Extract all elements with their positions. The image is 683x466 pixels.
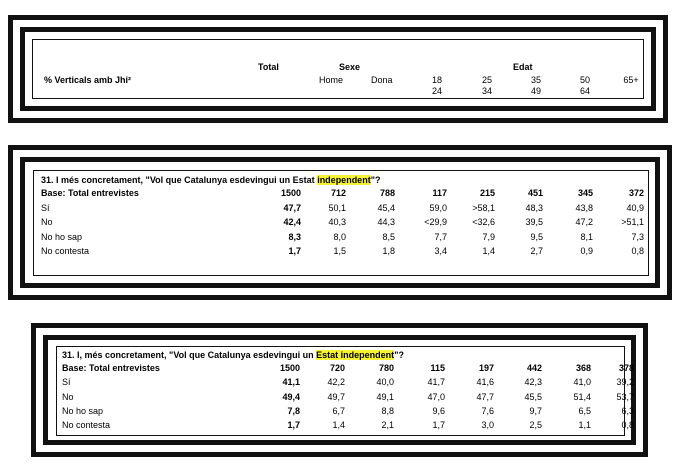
table-cell: 1500 <box>280 188 301 198</box>
table-cell: 720 <box>329 363 345 373</box>
header-frame <box>8 15 668 123</box>
table-row <box>13 232 667 245</box>
table-cell: 53,7 <box>616 391 634 402</box>
table-cell: 442 <box>526 363 542 373</box>
table-cell: 45,4 <box>377 202 395 213</box>
age-col-65: 65+ <box>623 75 639 85</box>
table-cell: 345 <box>577 188 593 198</box>
table-cell: 378 <box>618 363 634 373</box>
total-header: Total <box>258 62 279 72</box>
table-cell: 7,9 <box>482 231 495 242</box>
table-cell: 0,9 <box>580 246 593 256</box>
table-cell: 42,3 <box>524 377 542 388</box>
table-cell: 47,2 <box>575 217 593 227</box>
age-col-18-24-b: 24 <box>431 86 442 96</box>
row-label: No contesta <box>62 420 111 431</box>
table-cell: 50,1 <box>328 202 346 213</box>
sexe-header: Sexe <box>339 62 361 72</box>
age-col-50-64-a: 50 <box>579 75 590 85</box>
table-cell: 3,0 <box>481 420 494 431</box>
edat-header: Edat <box>513 62 533 72</box>
table-cell: 47,7 <box>476 391 494 402</box>
table-row <box>36 377 643 390</box>
table-cell: 59,0 <box>429 202 447 213</box>
table-cell: 1,4 <box>332 420 345 431</box>
table-cell: 7,8 <box>287 405 300 416</box>
table-cell: 39,2 <box>616 377 634 388</box>
table-cell: 49,7 <box>327 391 345 402</box>
question-title-2: 31. I, més concretament, "Vol que Catalunya esdevingui un Estat independent"? <box>62 350 404 360</box>
row-label: No <box>62 391 74 402</box>
table-cell: 1,7 <box>432 420 445 431</box>
table-cell: 8,3 <box>288 231 301 242</box>
row-label: No ho sap <box>62 405 104 416</box>
table-cell: 9,6 <box>432 405 445 416</box>
sex-col-dona: Dona <box>371 75 393 85</box>
table-frame-2 <box>31 323 648 457</box>
table-cell: 41,0 <box>573 377 591 388</box>
table-cell: 51,4 <box>573 391 591 402</box>
table-cell: 43,8 <box>575 202 593 213</box>
table-cell: 1,4 <box>482 246 495 256</box>
table-frame-1 <box>8 145 672 300</box>
table-cell: 44,3 <box>377 217 395 227</box>
table-row <box>36 363 643 376</box>
table-cell: 1500 <box>279 363 300 373</box>
table-cell: 41,1 <box>282 377 300 388</box>
table-cell: 9,7 <box>529 405 542 416</box>
age-col-50-64-b: 64 <box>579 86 590 96</box>
table-cell: 1,8 <box>382 246 395 256</box>
table-cell: 780 <box>378 363 394 373</box>
row-label: Sí <box>62 377 71 388</box>
table-cell: 40,9 <box>626 202 644 213</box>
table-cell: 47,7 <box>283 202 301 213</box>
age-col-25-34-b: 34 <box>481 86 492 96</box>
table-cell: 8,1 <box>580 231 593 242</box>
table-cell: 451 <box>527 188 543 198</box>
table-cell: 40,0 <box>376 377 394 388</box>
table-cell: 2,7 <box>530 246 543 256</box>
table-cell: 6,3 <box>621 405 634 416</box>
table-cell: 1,1 <box>578 420 591 431</box>
table-cell: 197 <box>478 363 494 373</box>
table-cell: 41,6 <box>476 377 494 388</box>
table-cell: 7,7 <box>434 231 447 242</box>
table-cell: 49,1 <box>376 391 394 402</box>
table-cell: 2,1 <box>381 420 394 431</box>
age-col-25-34-a: 25 <box>481 75 492 85</box>
table-row <box>36 406 643 419</box>
age-col-18-24-a: 18 <box>431 75 442 85</box>
table-row <box>13 188 667 201</box>
table-cell: 41,7 <box>427 377 445 388</box>
table-cell: 2,5 <box>529 420 542 431</box>
table-cell: 1,7 <box>287 420 300 431</box>
table-cell: 372 <box>628 188 644 198</box>
question-title-1: 31. I més concretament, "Vol que Catalunya esdevingui un Estat independent"? <box>41 175 381 185</box>
table-cell: 712 <box>330 188 346 198</box>
table-cell: 49,4 <box>282 391 300 402</box>
table-cell: 42,2 <box>327 377 345 388</box>
row-label: Sí <box>41 202 50 213</box>
table-cell: 0,8 <box>621 420 634 431</box>
table-cell: 45,5 <box>524 391 542 402</box>
table-cell: 8,0 <box>333 231 346 242</box>
table-row <box>36 420 643 433</box>
table-cell: 42,4 <box>283 217 301 227</box>
table-row <box>13 203 667 216</box>
table-cell: 115 <box>430 363 445 373</box>
table-cell: 1,5 <box>333 246 346 256</box>
table-cell: <29,9 <box>424 217 447 227</box>
table-cell: 7,6 <box>481 405 494 416</box>
table-row <box>36 392 643 405</box>
table-cell: >51,1 <box>621 217 644 227</box>
table-cell: 117 <box>432 188 447 198</box>
table-cell: 0,8 <box>631 246 644 256</box>
highlight-1: independent <box>317 175 371 185</box>
table-row <box>13 217 667 230</box>
table-cell: 368 <box>575 363 591 373</box>
age-col-35-49-b: 49 <box>530 86 541 96</box>
table-cell: 40,3 <box>328 217 346 227</box>
row-label: No <box>41 217 53 227</box>
row-label-header: % Verticals amb Jhi² <box>44 75 132 85</box>
sex-col-home: Home <box>319 75 344 85</box>
table-cell: 6,7 <box>332 405 345 416</box>
age-col-35-49-a: 35 <box>530 75 541 85</box>
row-label: No contesta <box>41 246 90 256</box>
row-label: Base: Total entrevistes <box>62 363 160 373</box>
row-label: No ho sap <box>41 231 83 242</box>
row-label: Base: Total entrevistes <box>41 188 139 198</box>
table-cell: 6,5 <box>578 405 591 416</box>
table-cell: 3,4 <box>434 246 447 256</box>
table-cell: >58,1 <box>472 202 495 213</box>
table-cell: 39,5 <box>525 217 543 227</box>
highlight-2: Estat independent <box>316 350 395 360</box>
table-cell: 788 <box>379 188 395 198</box>
table-cell: 47,0 <box>427 391 445 402</box>
table-cell: 8,8 <box>381 405 394 416</box>
table-cell: <32,6 <box>472 217 495 227</box>
table-cell: 215 <box>479 188 495 198</box>
table-row <box>13 246 667 259</box>
table-cell: 7,3 <box>631 231 644 242</box>
table-cell: 9,5 <box>530 231 543 242</box>
table-cell: 48,3 <box>525 202 543 213</box>
table-cell: 1,7 <box>288 246 301 256</box>
table-cell: 8,5 <box>382 231 395 242</box>
